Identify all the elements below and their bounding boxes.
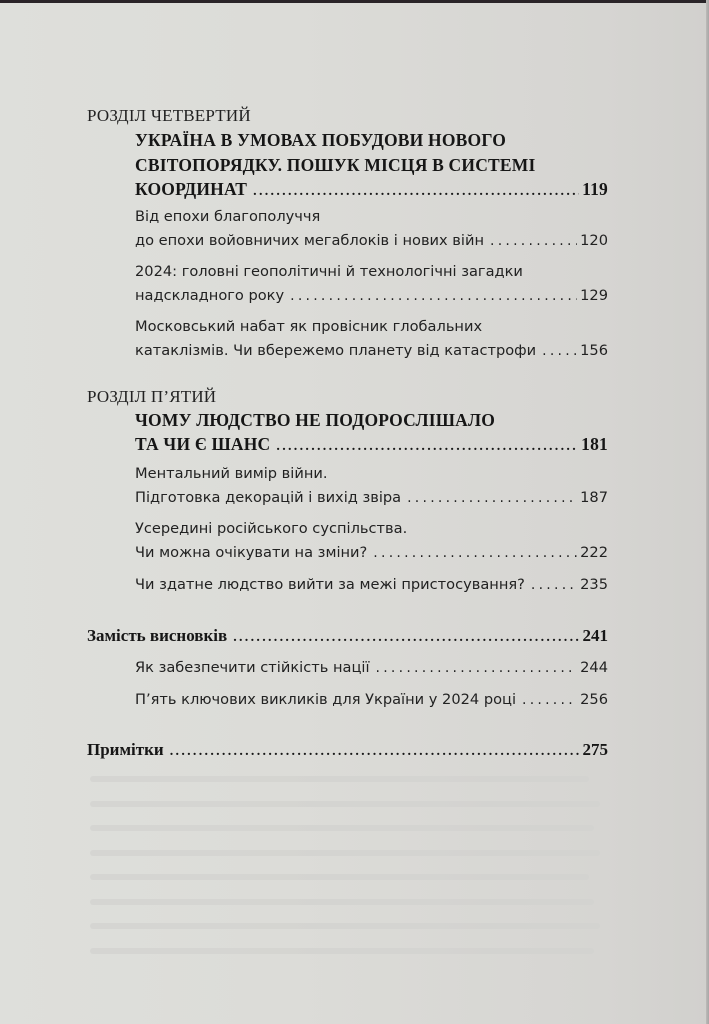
page-number: 119 xyxy=(582,179,608,199)
dot-leader xyxy=(490,231,577,251)
dot-leader xyxy=(233,628,579,648)
dot-leader xyxy=(290,286,577,306)
entry-line: Підготовка декорацій і вихід звіра xyxy=(135,489,402,506)
page-number: 222 xyxy=(580,544,608,561)
entry-line: до епохи войовничих мегаблоків і нових війн xyxy=(135,232,484,249)
entry-line: П’ять ключових викликів для України у 2024 році xyxy=(135,691,516,708)
entry-line: катаклізмів. Чи вбережемо планету від катастрофи xyxy=(135,342,537,359)
entry-line: Чи можна очікувати на зміни? xyxy=(135,544,368,561)
section-title: Замість висновків xyxy=(87,626,228,645)
dot-leader xyxy=(522,690,577,710)
dot-leader xyxy=(253,182,579,202)
chapter-title-line: КООРДИНАТ xyxy=(135,179,248,199)
toc-entry[interactable] xyxy=(135,658,608,678)
chapter-title-line: ЧОМУ ЛЮДСТВО НЕ ПОДОРОСЛІШАЛО xyxy=(135,410,496,430)
page-number: 275 xyxy=(582,740,608,759)
toc-entry-notes[interactable] xyxy=(87,740,608,762)
toc-entry[interactable] xyxy=(135,434,608,457)
entry-line: Як забезпечити стійкість нації xyxy=(135,659,370,676)
section-title: Примітки xyxy=(87,740,164,759)
dot-leader xyxy=(407,488,577,508)
page-number: 241 xyxy=(582,626,608,645)
entry-line: 2024: головні геополітичні й технологічні загадки xyxy=(135,263,523,280)
dot-leader xyxy=(531,575,577,595)
page-number: 187 xyxy=(580,489,608,506)
entry-line: Ментальний вимір війни. xyxy=(135,465,328,482)
part-label: РОЗДІЛ ЧЕТВЕРТИЙ xyxy=(87,106,251,125)
chapter-title-line: ТА ЧИ Є ШАНС xyxy=(135,434,271,454)
page-number: 181 xyxy=(581,434,608,454)
toc-entry[interactable] xyxy=(135,341,608,361)
entry-line: надскладного року xyxy=(135,287,285,304)
toc-entry[interactable] xyxy=(135,575,608,595)
toc-entry[interactable] xyxy=(135,231,608,251)
toc-entry[interactable] xyxy=(135,179,608,202)
entry-line: Чи здатне людство вийти за межі пристосування? xyxy=(135,576,525,593)
part-label: РОЗДІЛ П’ЯТИЙ xyxy=(87,387,217,406)
dot-leader xyxy=(376,658,578,678)
toc-entry[interactable] xyxy=(135,488,608,508)
entry-line: Усередині російського суспільства. xyxy=(135,520,408,537)
page-number: 120 xyxy=(580,232,608,249)
entry-line: Московський набат як провісник глобальних xyxy=(135,318,483,335)
chapter-title-line: СВІТОПОРЯДКУ. ПОШУК МІСЦЯ В СИСТЕМІ xyxy=(135,155,536,175)
page-number: 156 xyxy=(580,342,608,359)
toc-entry-conclusions[interactable] xyxy=(87,626,608,648)
page-number: 129 xyxy=(580,287,608,304)
chapter-title-line: УКРАЇНА В УМОВАХ ПОБУДОВИ НОВОГО xyxy=(135,130,507,150)
toc-entry[interactable] xyxy=(135,543,608,563)
toc-entry[interactable] xyxy=(135,690,608,710)
dot-leader xyxy=(542,341,577,361)
dot-leader xyxy=(276,437,578,457)
page-number: 256 xyxy=(580,691,608,708)
page-number: 235 xyxy=(580,576,608,593)
toc-entry[interactable] xyxy=(135,286,608,306)
dot-leader xyxy=(170,742,580,762)
dot-leader xyxy=(373,543,577,563)
entry-line: Від епохи благополуччя xyxy=(135,208,321,225)
page-number: 244 xyxy=(580,659,608,676)
